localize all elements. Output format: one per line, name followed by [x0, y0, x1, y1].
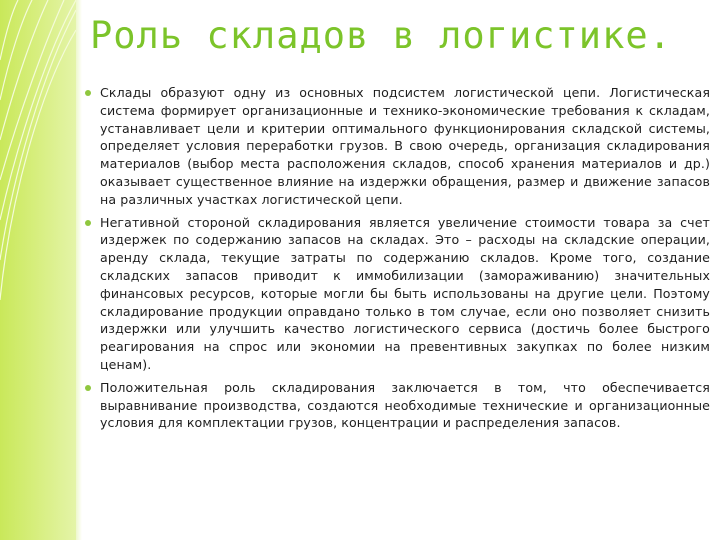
band-edge-highlight — [76, 0, 82, 540]
decorative-curve — [0, 0, 64, 180]
bullet-list — [100, 84, 710, 437]
bullet-dot-icon — [85, 90, 91, 96]
bullet-text: Положительная роль складирования заключается в том, что обеспечивается выравнивание производства, создаются необходимые технические и организационные условия для комплектации грузов, концентрации и распределения запасов. — [100, 379, 710, 431]
bullet-dot-icon — [85, 385, 91, 391]
bullet-item — [100, 214, 710, 374]
slide-title: Роль складов в логистике. — [90, 14, 672, 57]
decorative-curve — [0, 30, 76, 300]
bullet-text: Негативной стороной складирования является увеличение стоимости товара за счет издержек по содержанию запасов на складах. Это – расходы на складские операции, аренду склада, текущие затраты по содержанию складов. Кроме того, создание складских запасов приводит к иммобилизации (замораживанию) значительных финансовых ресурсов, которые могли бы быть использованы на другие цели. Поэтому складирование продукции оправдано только в том случае, если оно позволяет снизить издержки или улучшить качество логистического сервиса (достичь более быстрого реагирования на спрос или экономии на превентивных закупках по более низким ценам). — [100, 214, 710, 372]
bullet-item — [100, 379, 710, 432]
bullet-text: Склады образуют одну из основных подсистем логистической цепи. Логистическая система формирует организационные и технико-экономические требования к складам, устанавливает цели и критерии оптимального функционирования складской системы, определяет условия переработки грузов. В свою очередь, организация складирования материалов (выбор места расположения складов, способ хранения материалов и др.) оказывает существенное влияние на издержки обращения, размер и движение запасов на различных участках логистической цепи. — [100, 85, 710, 207]
bullet-dot-icon — [85, 220, 91, 226]
decorative-side-band — [0, 0, 76, 540]
decorative-curve — [0, 0, 18, 60]
bullet-item — [100, 84, 710, 209]
decorative-curves — [0, 0, 76, 540]
